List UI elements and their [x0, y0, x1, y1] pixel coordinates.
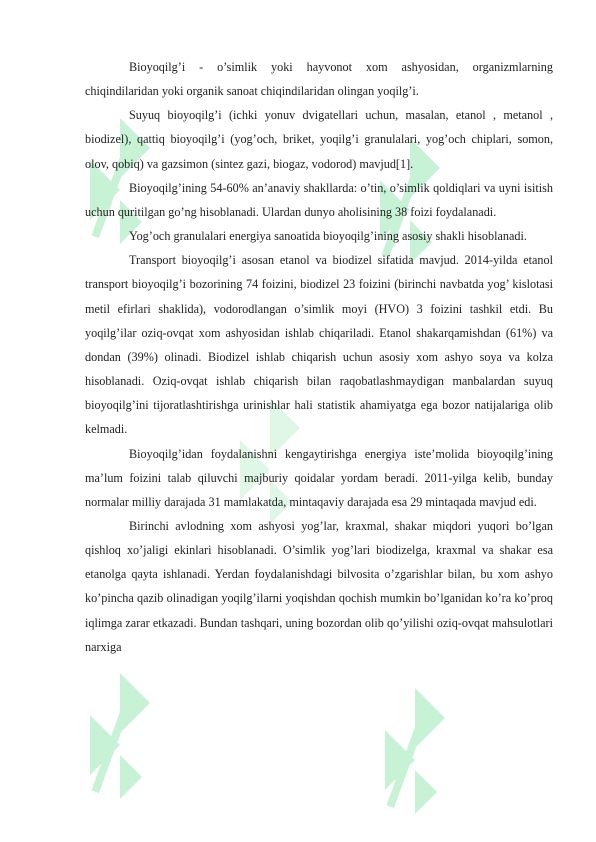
watermark-logo-icon	[80, 665, 160, 805]
watermark-logo-icon	[375, 680, 455, 820]
paragraph: Birinchi avlodning xom ashyosi yog’lar, kraxmal, shakar miqdori yuqori bo’lgan qishloq xo’jaligi ekinlari hisoblanadi. O’simlik yog’lari biodizelga, kraxmal va shakar esa etanolga qayta ishlanadi. Yerdan foydalanishdagi bilvosita o’zgarishlar bilan, bu xom ashyo ko’pincha qazib olinadigan yoqilg’ilarni yoqishdan qochish mumkin bo’lganidan ko’ra ko’proq iqlimga zarar etkazadi. Bundan tashqari, uning bozordan olib qo’yilishi oziq-ovqat mahsulotlari narxiga	[85, 518, 553, 654]
paragraph: Transport bioyoqilg’i asosan etanol va biodizel sifatida mavjud. 2014-yilda etanol transport bioyoqilg’i bozorining 74 foizini, biodizel 23 foizini (birinchi navbatda yog’ kislotasi metil efirlari shaklida), vodorodlangan o’simlik moyi (HVO) 3 foizini tashkil etdi. Bu yoqilg’ilar oziq-ovqat xom ashyosidan ishlab chiqariladi. Etanol shakarqamishdan (61%) va dondan (39%) olinadi. Biodizel ishlab chiqarish uchun asosiy xom ashyo soya va kolza hisoblanadi. Oziq-ovqat ishlab chiqarish bilan raqobatlashmaydigan manbalardan suyuq bioyoqilg’ini tijoratlashtirishga urinishlar hali statistik ahamiyatga ega bozor natijalariga olib kelmadi.	[85, 253, 553, 437]
body-text	[85, 55, 553, 659]
paragraph: Bioyoqilg’ining 54-60% an’anaviy shakllarda: o’tin, o’simlik qoldiqlari va uyni isitish uchun quritilgan go’ng hisoblanadi. Ulardan dunyo aholisining 38 foizi foydalanadi.	[85, 180, 553, 219]
paragraph: Bioyoqilg’idan foydalanishni kengaytirishga energiya iste’molida bioyoqilg’ining ma’lum foizini talab qiluvchi majburiy qoidalar yordam beradi. 2011-yilga kelib, bunday normalar milliy darajada 31 mamlakatda, mintaqaviy darajada esa 29 mintaqada mavjud edi.	[85, 446, 553, 509]
paragraph: Bioyoqilg’i - o’simlik yoki hayvonot xom ashyosidan, organizmlarning chiqindilaridan yoki organik sanoat chiqindilaridan olingan yoqilg’i.	[85, 60, 553, 99]
paragraph: Yog’och granulalari energiya sanoatida bioyoqilg’ining asosiy shakli hisoblanadi.	[129, 229, 527, 244]
paragraph: Suyuq bioyoqilg’i (ichki yonuv dvigatellari uchun, masalan, etanol , metanol , biodizel), qattiq bioyoqilg’i (yog’och, briket, yoqilg’i granulalari, yog’och chiplari, somon, olov, qobiq) va gazsimon (sintez gazi, biogaz, vodorod) mavjud[1].	[85, 108, 553, 171]
